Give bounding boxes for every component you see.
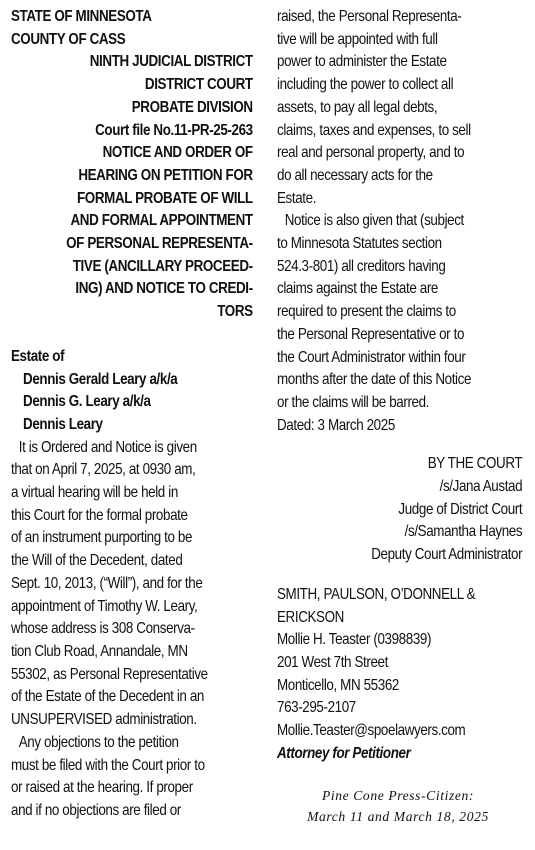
body-line: do all necessary acts for the xyxy=(277,166,433,184)
body-line: real and personal property, and to xyxy=(277,144,465,162)
publication-footer xyxy=(282,785,514,827)
body-line: the Personal Representative or to xyxy=(277,325,465,343)
header-file-number: Court file No.11-PR-25-263 xyxy=(95,121,253,139)
attorney-email: Mollie.Teaster@spoelawyers.com xyxy=(277,722,466,740)
body-line: and if no objections are filed or xyxy=(11,801,181,819)
header-title-line: HEARING ON PETITION FOR xyxy=(78,166,253,184)
body-line: claims, taxes and expenses, to sell xyxy=(277,121,471,139)
decedent-name: Dennis G. Leary a/k/a xyxy=(23,393,151,411)
estate-block xyxy=(11,346,253,437)
header-county: COUNTY OF CASS xyxy=(11,30,126,48)
body-line: Notice is also given that (subject xyxy=(284,212,464,230)
body-line: tion Club Road, Annandale, MN xyxy=(11,642,188,660)
body-line: a virtual hearing will be held in xyxy=(11,484,178,502)
body-line: Sept. 10, 2013, (“Will”), and for the xyxy=(11,574,203,592)
header-title-line: ING) AND NOTICE TO CREDI- xyxy=(75,280,253,298)
signature-line: Deputy Court Administrator xyxy=(371,546,522,564)
objections-paragraph xyxy=(11,732,253,823)
signature-line: /s/Samantha Haynes xyxy=(404,523,522,541)
header-title-line: AND FORMAL APPOINTMENT xyxy=(70,212,253,230)
body-line: of an instrument purporting to be xyxy=(11,529,193,547)
body-line: whose address is 308 Conserva- xyxy=(11,620,195,638)
publication-name: Pine Cone Press-Citizen: xyxy=(321,788,475,803)
order-paragraph xyxy=(11,437,253,732)
body-line: appointment of Timothy W. Leary, xyxy=(11,597,198,615)
body-line: required to present the claims to xyxy=(277,303,456,321)
body-line: to Minnesota Statutes section xyxy=(277,235,442,253)
header-division: PROBATE DIVISION xyxy=(132,98,253,116)
body-line: the Court Administrator within four xyxy=(277,348,466,366)
decedent-name: Dennis Gerald Leary a/k/a xyxy=(23,370,178,388)
body-line: the Will of the Decedent, dated xyxy=(11,552,183,570)
body-line: months after the date of this Notice xyxy=(277,371,472,389)
body-line: or raised at the hearing. If proper xyxy=(11,779,193,797)
body-line: that on April 7, 2025, at 0930 am, xyxy=(11,461,196,479)
appointment-paragraph xyxy=(277,6,522,210)
court-signature-block xyxy=(277,453,522,567)
body-line: It is Ordered and Notice is given xyxy=(18,438,197,456)
body-line: Any objections to the petition xyxy=(18,733,179,751)
header-title-line: FORMAL PROBATE OF WILL xyxy=(77,189,253,207)
right-column xyxy=(277,6,522,766)
body-line: assets, to pay all legal debts, xyxy=(277,98,438,116)
notice-header xyxy=(11,6,253,324)
attorney-name: Mollie H. Teaster (0398839) xyxy=(277,631,432,649)
body-line: including the power to collect all xyxy=(277,76,454,94)
body-line: Estate. xyxy=(277,189,317,207)
attorney-street: 201 West 7th Street xyxy=(277,653,388,671)
body-line: raised, the Personal Representa- xyxy=(277,8,462,25)
body-line: 55302, as Personal Representative xyxy=(11,665,208,683)
body-line: tive will be appointed with full xyxy=(277,30,438,48)
signature-line: Judge of District Court xyxy=(398,500,522,518)
estate-heading: Estate of xyxy=(11,347,65,365)
attorney-role: Attorney for Petitioner xyxy=(277,744,411,762)
body-line: must be filed with the Court prior to xyxy=(11,756,205,774)
header-title-line: NOTICE AND ORDER OF xyxy=(102,144,253,162)
header-title-line: OF PERSONAL REPRESENTA- xyxy=(66,235,253,253)
publication-dates: March 11 and March 18, 2025 xyxy=(307,809,489,824)
body-line: UNSUPERVISED administration. xyxy=(11,711,197,729)
attorney-block xyxy=(277,584,522,766)
body-line: or the claims will be barred. xyxy=(277,393,430,411)
header-title-line: TORS xyxy=(217,303,253,321)
attorney-firm: SMITH, PAULSON, O’DONNELL & xyxy=(277,585,476,603)
body-line: 524.3-801) all creditors having xyxy=(277,257,446,275)
body-line: of the Estate of the Decedent in an xyxy=(11,688,204,706)
signature-line: /s/Jana Austad xyxy=(439,478,522,496)
attorney-phone: 763-295-2107 xyxy=(277,699,356,717)
dated-line: Dated: 3 March 2025 xyxy=(277,416,395,434)
attorney-firm: ERICKSON xyxy=(277,608,344,626)
attorney-city: Monticello, MN 55362 xyxy=(277,676,399,694)
header-court: DISTRICT COURT xyxy=(145,76,253,94)
signature-line: BY THE COURT xyxy=(427,455,522,473)
header-state: STATE OF MINNESOTA xyxy=(11,8,152,25)
header-district: NINTH JUDICIAL DISTRICT xyxy=(90,53,253,71)
body-line: this Court for the formal probate xyxy=(11,506,188,524)
body-line: power to administer the Estate xyxy=(277,53,447,71)
creditors-paragraph xyxy=(277,210,522,437)
body-line: claims against the Estate are xyxy=(277,280,438,298)
header-title-line: TIVE (ANCILLARY PROCEED- xyxy=(73,257,253,275)
decedent-name: Dennis Leary xyxy=(23,415,103,433)
left-column xyxy=(11,6,253,823)
